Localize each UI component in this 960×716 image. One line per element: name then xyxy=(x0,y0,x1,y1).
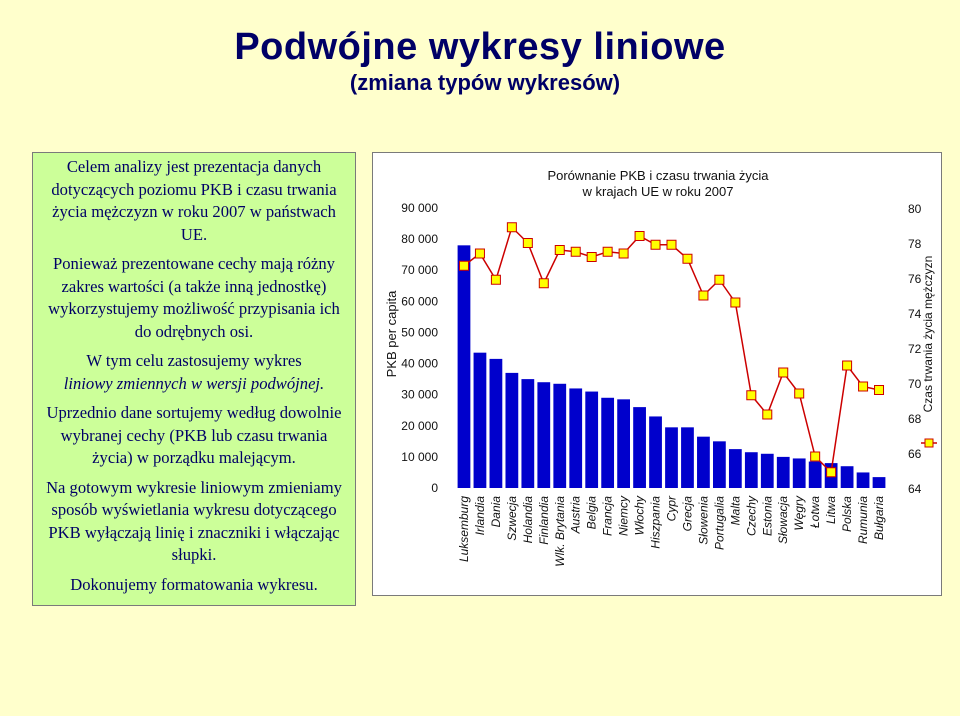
y2-tick-label: 74 xyxy=(908,307,922,321)
life-expectancy-point xyxy=(811,452,820,461)
y-tick-label: 80 000 xyxy=(401,232,438,247)
category-label: Austria xyxy=(568,496,583,534)
y2-tick-label: 72 xyxy=(908,342,922,356)
category-label: Finlandia xyxy=(536,496,551,545)
category-label: Włochy xyxy=(632,496,647,536)
life-expectancy-point xyxy=(571,247,580,256)
category-label: Irlandia xyxy=(472,496,487,536)
y2-tick-label: 76 xyxy=(908,272,922,286)
legend-line-sample xyxy=(921,439,937,447)
life-expectancy-point xyxy=(459,261,468,270)
bar xyxy=(569,388,582,488)
y2-tick-label: 70 xyxy=(908,377,922,391)
y-tick-label: 30 000 xyxy=(401,387,438,402)
paragraph-sorting: Uprzednio dane sortujemy według dowolnie wybranej cechy (PKB lub czasu trwania życia) w porządku malejącym. xyxy=(46,403,342,467)
life-expectancy-point xyxy=(747,391,756,400)
life-expectancy-point xyxy=(875,386,884,395)
bar xyxy=(458,245,471,488)
bar xyxy=(841,466,854,488)
life-expectancy-point xyxy=(651,240,660,249)
bar xyxy=(633,407,646,488)
category-label: Belgia xyxy=(584,496,599,530)
bar xyxy=(617,399,630,488)
slide-subtitle: (zmiana typów wykresów) xyxy=(349,70,621,95)
life-expectancy-point xyxy=(539,279,548,288)
bar xyxy=(761,454,774,488)
bar xyxy=(537,382,550,488)
paragraph-chart-type xyxy=(39,350,349,395)
category-label: Malta xyxy=(728,496,743,526)
category-label: Estonia xyxy=(760,496,775,537)
life-expectancy-point xyxy=(683,254,692,263)
y2-tick-label: 78 xyxy=(908,237,922,251)
paragraph-goal: Celem analizy jest prezentacja danych dotyczących poziomu PKB i czasu trwania życia mężczyzn w roku 2007 w państwach UE. xyxy=(51,157,337,244)
y-tick-label: 60 000 xyxy=(401,294,438,309)
category-label: Portugalia xyxy=(712,496,727,551)
chart-title: Porównanie PKB i czasu trwania życia xyxy=(547,168,769,183)
bar xyxy=(873,477,886,488)
life-expectancy-point xyxy=(795,389,804,398)
life-expectancy-point xyxy=(731,298,740,307)
bar xyxy=(474,353,487,488)
life-expectancy-point xyxy=(635,232,644,241)
chart-panel xyxy=(372,152,942,596)
bar xyxy=(505,373,518,488)
y2-axis-label: Czas trwania życia mężczyzn xyxy=(921,255,935,413)
bar xyxy=(777,457,790,488)
y2-tick-label: 80 xyxy=(908,202,922,216)
life-expectancy-point xyxy=(475,249,484,258)
category-label: Bułgaria xyxy=(872,496,887,541)
category-label: Francja xyxy=(600,496,615,537)
dual-axis-chart xyxy=(373,153,943,597)
life-expectancy-point xyxy=(587,253,596,262)
y-tick-label: 50 000 xyxy=(401,325,438,340)
bar xyxy=(521,379,534,488)
life-expectancy-point xyxy=(699,291,708,300)
category-label: Luksemburg xyxy=(456,496,471,563)
life-expectancy-point xyxy=(763,410,772,419)
category-label: Słowenia xyxy=(696,496,711,545)
y-tick-label: 10 000 xyxy=(401,449,438,464)
life-expectancy-point xyxy=(555,246,564,255)
life-expectancy-point xyxy=(843,361,852,370)
category-label: Czechy xyxy=(744,496,759,537)
category-label: Słowacja xyxy=(776,496,791,545)
bar xyxy=(793,458,806,488)
y2-tick-label: 64 xyxy=(908,482,922,496)
y-tick-label: 20 000 xyxy=(401,418,438,433)
bar xyxy=(585,392,598,488)
category-label: Grecja xyxy=(680,496,695,532)
bar xyxy=(649,416,662,488)
bar xyxy=(729,449,742,488)
life-expectancy-point xyxy=(715,275,724,284)
bar xyxy=(697,437,710,488)
category-label: Dania xyxy=(488,496,503,528)
y-tick-label: 0 xyxy=(431,481,438,495)
category-label: Rumunia xyxy=(856,496,871,545)
bar xyxy=(665,427,678,488)
category-label: Wlk. Brytania xyxy=(552,496,567,567)
paragraph-format: Dokonujemy formatowania wykresu. xyxy=(70,574,318,594)
life-expectancy-point xyxy=(603,247,612,256)
life-expectancy-point xyxy=(619,249,628,258)
y-tick-label: 90 000 xyxy=(401,201,438,215)
category-label: Niemcy xyxy=(616,496,631,537)
life-expectancy-point xyxy=(507,223,516,232)
bar xyxy=(745,452,758,488)
chart-subtitle: w krajach UE w roku 2007 xyxy=(582,184,734,199)
category-label: Polska xyxy=(840,496,855,533)
category-label: Hiszpania xyxy=(648,496,663,549)
paragraph-chart-type-italic: liniowy zmiennych w wersji podwójnej. xyxy=(63,373,325,393)
y2-tick-label: 66 xyxy=(908,447,922,461)
life-expectancy-point xyxy=(523,239,532,248)
life-expectancy-point xyxy=(491,275,500,284)
category-label: Łotwa xyxy=(808,496,823,529)
life-expectancy-point xyxy=(667,240,676,249)
life-expectancy-point xyxy=(827,468,836,477)
y-tick-label: 40 000 xyxy=(401,356,438,371)
y-tick-label: 70 000 xyxy=(401,263,438,278)
bar xyxy=(601,398,614,488)
paragraph-chart-type-lead: W tym celu zastosujemy wykres xyxy=(86,351,302,370)
category-label: Cypr xyxy=(664,496,679,522)
paragraph-bars: Na gotowym wykresie liniowym zmieniamy sposób wyświetlania wykresu dotyczącego PKB wyłączają linię i znaczniki i włączając słupki. xyxy=(46,477,342,564)
category-label: Holandia xyxy=(520,496,535,544)
life-expectancy-point xyxy=(779,368,788,377)
paragraph-axes: Ponieważ prezentowane cechy mają różny zakres wartości (a także inną jednostkę) wykorzystujemy możliwość przypisania ich do odrębnych osi. xyxy=(48,254,340,341)
bar xyxy=(713,441,726,488)
bar xyxy=(809,462,822,488)
category-label: Szwecja xyxy=(504,496,519,541)
bar xyxy=(553,384,566,488)
description-text-box xyxy=(32,152,356,606)
category-label: Litwa xyxy=(824,496,839,525)
life-expectancy-point xyxy=(859,382,868,391)
bar xyxy=(681,427,694,488)
y2-tick-label: 68 xyxy=(908,412,922,426)
y-axis-label: PKB per capita xyxy=(384,290,399,378)
category-label: Węgry xyxy=(792,496,807,531)
bar xyxy=(490,359,503,488)
bar xyxy=(857,472,870,488)
slide-title: Podwójne wykresy liniowe xyxy=(234,26,726,68)
